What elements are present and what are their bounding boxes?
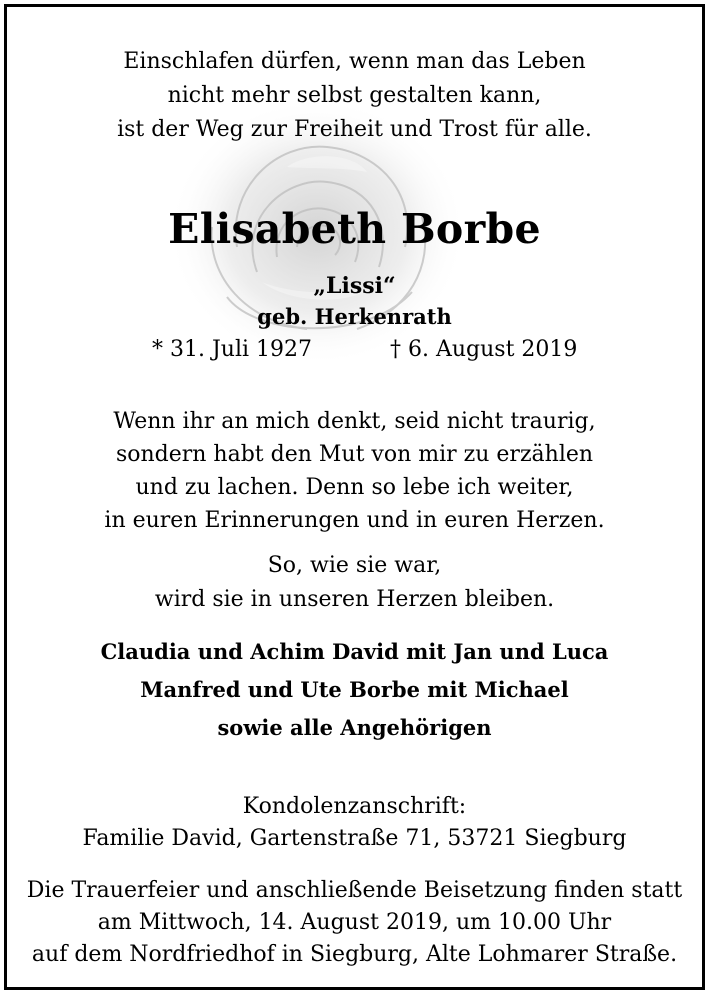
deceased-birth-name: geb. Herkenrath: [257, 304, 452, 329]
funeral-line: auf dem Nordfriedhof in Siegburg, Alte Lohmarer Straße.: [31, 942, 678, 967]
condolence-address: [7, 791, 702, 855]
poem-line: und zu lachen. Denn so lebe ich weiter,: [135, 475, 574, 500]
deceased-name: Elisabeth Borbe: [168, 205, 541, 253]
address-line: Familie David, Gartenstraße 71, 53721 Siegburg: [82, 826, 627, 851]
mourner-line: sowie alle Angehörigen: [217, 715, 492, 740]
poem-line: nicht mehr selbst gestalten kann,: [167, 83, 542, 108]
funeral-details: [7, 875, 702, 971]
poem-line: ist der Weg zur Freiheit und Trost für alle.: [117, 117, 592, 142]
closing-verse: [7, 549, 702, 617]
birth-date: * 31. Juli 1927: [152, 337, 313, 362]
opening-poem: [7, 45, 702, 147]
poem-line: in euren Erinnerungen und in euren Herzen.: [104, 508, 605, 533]
mourners-list: [7, 633, 702, 747]
address-label: Kondolenzanschrift:: [242, 794, 467, 819]
funeral-line: Die Trauerfeier und anschließende Beisetzung finden statt: [26, 878, 683, 903]
poem-line: Einschlafen dürfen, wenn man das Leben: [123, 49, 586, 74]
death-date: † 6. August 2019: [390, 337, 578, 362]
poem-line: wird sie in unseren Herzen bleiben.: [154, 587, 555, 612]
poem-line: Wenn ihr an mich denkt, seid nicht traurig,: [113, 409, 596, 434]
mourner-line: Manfred und Ute Borbe mit Michael: [140, 677, 569, 702]
mourner-line: Claudia und Achim David mit Jan und Luca: [100, 639, 609, 664]
funeral-line: am Mittwoch, 14. August 2019, um 10.00 Uhr: [97, 910, 612, 935]
obituary-frame: [4, 4, 705, 990]
poem-line: sondern habt den Mut von mir zu erzählen: [115, 442, 594, 467]
memorial-poem: [7, 405, 702, 537]
life-dates: [7, 334, 702, 366]
poem-line: So, wie sie war,: [267, 553, 442, 578]
deceased-nickname: „Lissi“: [313, 273, 396, 299]
